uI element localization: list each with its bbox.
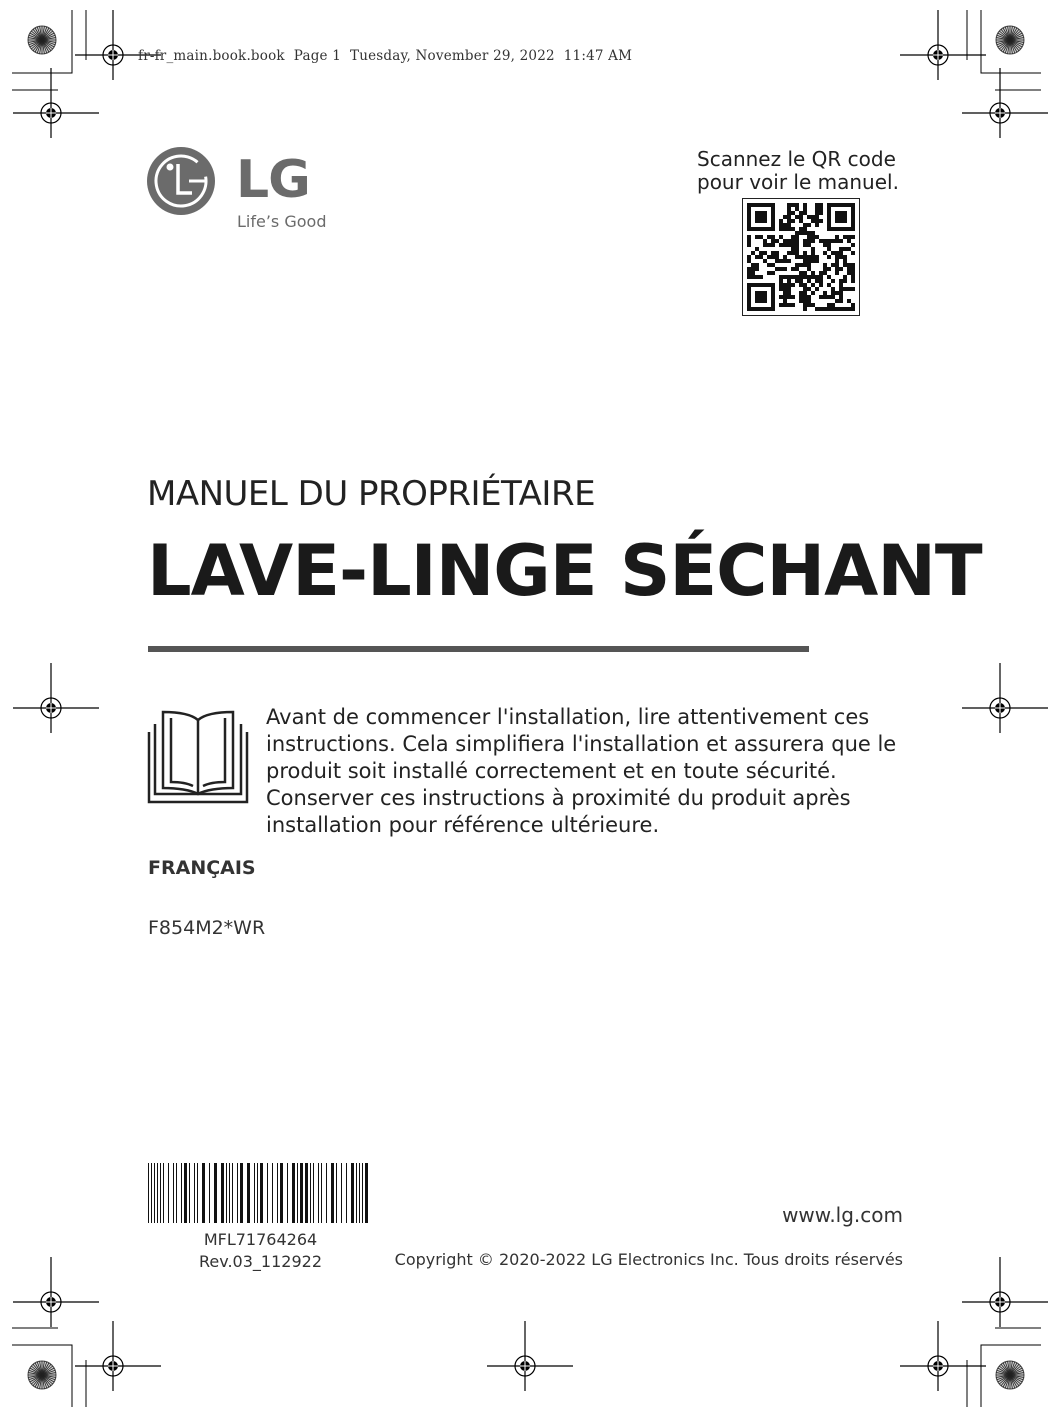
starburst-mark-icon [28,26,56,54]
barcode-text [148,1229,373,1273]
open-book-icon [147,710,249,804]
logo-wordmark: LG [236,150,310,210]
qr-caption-line: Scannez le QR code [697,147,896,171]
crosshair-mark-icon [962,663,1048,733]
part-number: MFL71764264 [203,1230,318,1249]
intro-line: produit soit installé correctement et en toute sécurité. [266,759,837,783]
barcode-icon [148,1163,373,1223]
starburst-mark-icon [996,1361,1024,1389]
crosshair-mark-icon [962,68,1048,138]
crosshair-mark-icon [962,1257,1048,1327]
intro-paragraph [266,704,906,839]
intro-line: instructions. Cela simplifiera l'installation et assurera que le [266,732,897,756]
crosshair-mark-icon [75,1321,161,1391]
crosshair-mark-icon [900,1321,986,1391]
starburst-mark-icon [996,26,1024,54]
print-header: fr-fr_main.book.book Page 1 Tuesday, November 29, 2022 11:47 AM [138,48,633,64]
starburst-mark-icon [28,1361,56,1389]
crosshair-mark-icon [75,10,161,80]
crosshair-mark-icon [13,663,99,733]
crosshair-mark-icon [13,68,99,138]
intro-line: Avant de commencer l'installation, lire attentivement ces [266,705,870,729]
document-subtitle: MANUEL DU PROPRIÉTAIRE [147,474,596,514]
logo-tagline: Life’s Good [237,212,327,231]
document-title: LAVE-LINGE SÉCHANT [147,530,982,612]
copyright-text: Copyright © 2020-2022 LG Electronics Inc. Tous droits réservés [394,1250,903,1269]
title-divider [148,646,809,652]
website-link[interactable]: www.lg.com [782,1203,903,1227]
qr-code-icon[interactable] [742,198,860,316]
revision: Rev.03_112922 [199,1252,322,1271]
model-number: F854M2*WR [148,917,266,939]
crosshair-mark-icon [900,10,986,80]
crosshair-mark-icon [487,1321,573,1391]
crosshair-mark-icon [13,1257,99,1327]
intro-line: Conserver ces instructions à proximité du produit après [266,786,851,810]
qr-caption-line: pour voir le manuel. [697,170,899,194]
language-label: FRANÇAIS [148,857,256,879]
intro-line: installation pour référence ultérieure. [266,813,660,837]
qr-caption [697,148,899,194]
